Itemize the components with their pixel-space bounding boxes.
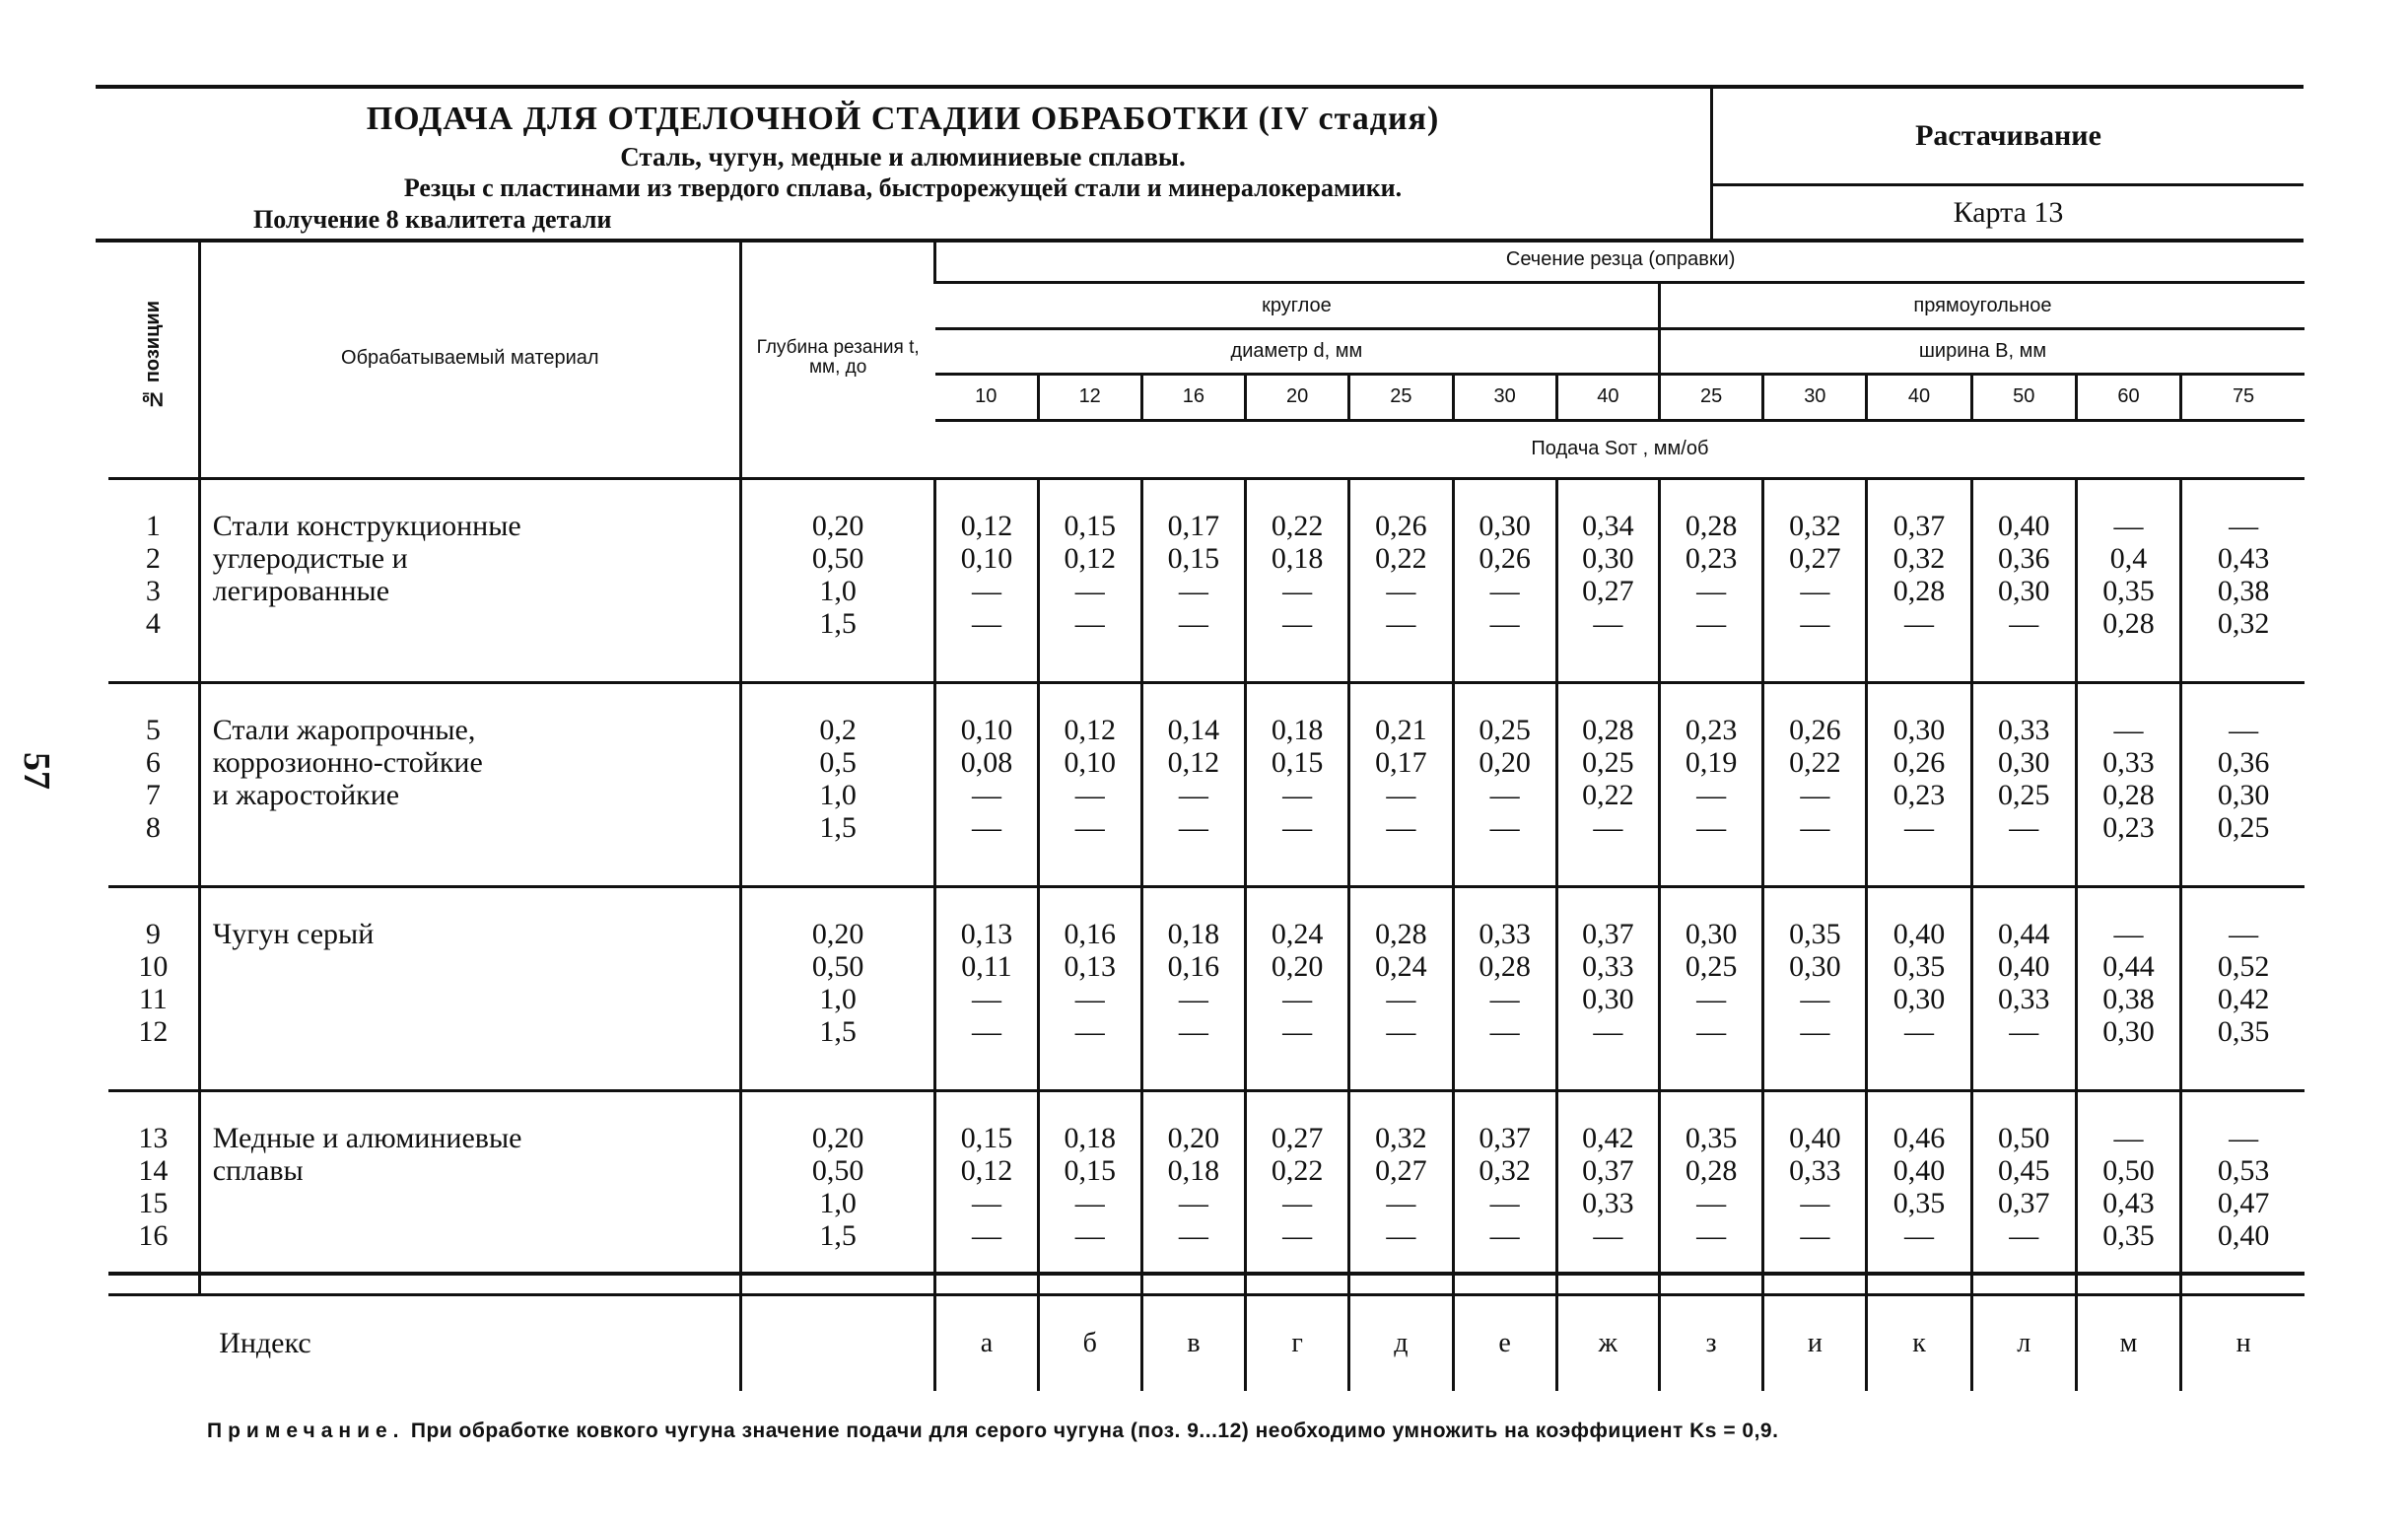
- position-header: [108, 239, 199, 479]
- feed-values: 0,32 0,27 — —: [1375, 1122, 1427, 1252]
- depth-values-cell: [740, 887, 934, 1091]
- feed-values: 0,40 0,35 0,30 —: [1892, 918, 1946, 1048]
- feed-values: 0,17 0,15 — —: [1167, 510, 1220, 640]
- feed-values: 0,42 0,37 0,33 —: [1582, 1122, 1634, 1252]
- feed-values: 0,14 0,12 — —: [1167, 714, 1220, 844]
- feed-values: 0,18 0,15 — —: [1271, 714, 1324, 844]
- feed-values-cell: [1453, 479, 1556, 683]
- size-header-cell: 60: [2076, 375, 2180, 420]
- position-numbers-cell: [108, 479, 199, 683]
- size-header-cell: 40: [1867, 375, 1971, 420]
- position-numbers-cell: [108, 887, 199, 1091]
- feed-table: [108, 239, 2305, 1391]
- feed-values-cell: [2076, 683, 2180, 887]
- feed-values: 0,40 0,36 0,30 —: [1998, 510, 2050, 640]
- size-header-cell: 30: [1453, 375, 1556, 420]
- feed-values: 0,30 0,26 0,23 —: [1892, 714, 1946, 844]
- depth-values: 0,2 0,5 1,0 1,5: [819, 714, 857, 844]
- feed-values-cell: [1349, 887, 1453, 1091]
- feed-values-cell: [1349, 479, 1453, 683]
- feed-values: — 0,50 0,43 0,35: [2102, 1122, 2155, 1252]
- size-header-cell: 75: [2181, 375, 2305, 420]
- index-cell: а: [935, 1295, 1038, 1392]
- position-numbers-cell: [108, 1091, 199, 1295]
- feed-values-cell: [1141, 479, 1245, 683]
- position-numbers-cell: [108, 683, 199, 887]
- material-name: Медные и алюминиевые сплавы: [212, 1122, 522, 1187]
- position-header-label: № позиции: [141, 301, 164, 410]
- feed-values-cell: [1038, 887, 1141, 1091]
- size-header-cell: 10: [935, 375, 1038, 420]
- feed-values-cell: [1349, 1091, 1453, 1295]
- feed-values: 0,26 0,22 — —: [1789, 714, 1841, 844]
- feed-values: 0,50 0,45 0,37 —: [1998, 1122, 2050, 1252]
- index-cell: з: [1659, 1295, 1762, 1392]
- page-number: 57: [16, 752, 57, 790]
- feed-values-cell: [1763, 1091, 1867, 1295]
- feed-values: 0,27 0,22 — —: [1271, 1122, 1324, 1252]
- feed-values: 0,16 0,13 — —: [1064, 918, 1116, 1048]
- size-header-cell: 50: [1971, 375, 2076, 420]
- feed-header: Подача Sот , мм/об: [935, 420, 2305, 478]
- round-sub-header: диаметр d, мм: [935, 328, 1660, 374]
- index-cell: ж: [1556, 1295, 1659, 1392]
- feed-values-cell: [1246, 887, 1349, 1091]
- feed-values-cell: [935, 683, 1038, 887]
- index-cell: д: [1349, 1295, 1453, 1392]
- feed-values-cell: [1453, 683, 1556, 887]
- feed-values-cell: [1867, 887, 1971, 1091]
- feed-values: 0,40 0,33 — —: [1789, 1122, 1841, 1252]
- feed-values: — 0,36 0,30 0,25: [2217, 714, 2270, 844]
- feed-values-cell: [1556, 887, 1659, 1091]
- footnote-lead: Примечание.: [207, 1419, 405, 1442]
- subtitle-tools: Резцы с пластинами из твердого сплава, быстрорежущей стали и минералокерамики.: [403, 173, 1403, 202]
- feed-values: 0,34 0,30 0,27 —: [1582, 510, 1634, 640]
- depth-header: Глубина резания t, мм, до: [740, 239, 934, 479]
- feed-values-cell: [2076, 479, 2180, 683]
- index-cell: б: [1038, 1295, 1141, 1392]
- feed-values-cell: [1659, 887, 1762, 1091]
- feed-values: 0,12 0,10 — —: [960, 510, 1013, 640]
- feed-values: 0,32 0,27 — —: [1789, 510, 1841, 640]
- feed-values-cell: [1141, 1091, 1245, 1295]
- feed-values: 0,33 0,28 — —: [1479, 918, 1531, 1048]
- index-label: Индекс: [219, 1327, 311, 1359]
- feed-values-cell: [1763, 887, 1867, 1091]
- feed-values: 0,30 0,26 — —: [1479, 510, 1531, 640]
- depth-values: 0,20 0,50 1,0 1,5: [811, 918, 864, 1048]
- feed-values: 0,20 0,18 — —: [1167, 1122, 1220, 1252]
- feed-values-cell: [1246, 479, 1349, 683]
- feed-values-cell: [1763, 479, 1867, 683]
- card-header: [96, 85, 2304, 242]
- size-header-cell: 25: [1349, 375, 1453, 420]
- feed-values-cell: [1349, 683, 1453, 887]
- feed-values: 0,37 0,32 0,28 —: [1892, 510, 1946, 640]
- feed-values: — 0,43 0,38 0,32: [2217, 510, 2270, 640]
- feed-values: 0,28 0,25 0,22 —: [1582, 714, 1634, 844]
- feed-values-cell: [1246, 1091, 1349, 1295]
- rect-header: прямоугольное: [1659, 283, 2305, 328]
- feed-values: 0,22 0,18 — —: [1271, 510, 1324, 640]
- feed-values: 0,44 0,40 0,33 —: [1998, 918, 2050, 1048]
- round-header: круглое: [935, 283, 1660, 328]
- feed-values: 0,13 0,11 — —: [960, 918, 1013, 1048]
- feed-values-cell: [1556, 1091, 1659, 1295]
- feed-values-cell: [1763, 683, 1867, 887]
- index-cell: л: [1971, 1295, 2076, 1392]
- feed-values-cell: [2076, 887, 2180, 1091]
- feed-values: 0,28 0,24 — —: [1375, 918, 1427, 1048]
- size-header-cell: 40: [1556, 375, 1659, 420]
- feed-values-cell: [1867, 1091, 1971, 1295]
- index-row: [108, 1295, 2305, 1392]
- index-cell: е: [1453, 1295, 1556, 1392]
- feed-values: 0,18 0,16 — —: [1167, 918, 1220, 1048]
- index-cell: в: [1141, 1295, 1245, 1392]
- feed-values-cell: [2076, 1091, 2180, 1295]
- feed-values-cell: [2181, 479, 2305, 683]
- feed-values: — 0,52 0,42 0,35: [2217, 918, 2270, 1048]
- feed-values-cell: [1971, 887, 2076, 1091]
- page-title: ПОДАЧА ДЛЯ ОТДЕЛОЧНОЙ СТАДИИ ОБРАБОТКИ (IV стадия): [366, 101, 1440, 137]
- feed-values-cell: [1038, 479, 1141, 683]
- feed-values: 0,21 0,17 — —: [1375, 714, 1427, 844]
- feed-values-cell: [1867, 479, 1971, 683]
- feed-values: — 0,33 0,28 0,23: [2102, 714, 2155, 844]
- rect-sub-header: ширина B, мм: [1659, 328, 2305, 374]
- feed-values: 0,10 0,08 — —: [960, 714, 1013, 844]
- material-name-cell: [199, 1091, 740, 1295]
- index-rule: [108, 1272, 2305, 1276]
- feed-values: — 0,44 0,38 0,30: [2102, 918, 2155, 1048]
- table-row: [108, 1091, 2305, 1295]
- feed-values: 0,33 0,30 0,25 —: [1998, 714, 2050, 844]
- feed-values: 0,24 0,20 — —: [1271, 918, 1324, 1048]
- feed-values-cell: [1038, 1091, 1141, 1295]
- depth-values: 0,20 0,50 1,0 1,5: [811, 1122, 864, 1252]
- feed-values: 0,35 0,28 — —: [1685, 1122, 1738, 1252]
- feed-values: 0,46 0,40 0,35 —: [1892, 1122, 1946, 1252]
- feed-values: 0,26 0,22 — —: [1375, 510, 1427, 640]
- feed-values-cell: [1659, 1091, 1762, 1295]
- feed-values: 0,25 0,20 — —: [1479, 714, 1531, 844]
- depth-values-cell: [740, 479, 934, 683]
- feed-values-cell: [2181, 887, 2305, 1091]
- feed-values-cell: [1141, 683, 1245, 887]
- feed-values-cell: [1453, 887, 1556, 1091]
- feed-values: — 0,53 0,47 0,40: [2217, 1122, 2270, 1252]
- feed-values: 0,37 0,33 0,30 —: [1582, 918, 1634, 1048]
- index-cell: н: [2181, 1295, 2305, 1392]
- size-header-cell: 30: [1763, 375, 1867, 420]
- feed-values: 0,28 0,23 — —: [1685, 510, 1738, 640]
- section-header: Сечение резца (оправки): [935, 239, 2305, 283]
- position-numbers: 1 2 3 4: [145, 510, 161, 640]
- header-title-block: [96, 89, 1713, 239]
- position-numbers: 9 10 11 12: [138, 918, 169, 1048]
- material-name-cell: [199, 683, 740, 887]
- table-row: [108, 683, 2305, 887]
- feed-values-cell: [1659, 683, 1762, 887]
- footnote-text: При обработке ковкого чугуна значение подачи для серого чугуна (поз. 9...12) необходимо умножить на коэффициент Ks = 0,9.: [410, 1419, 1779, 1442]
- feed-values: 0,15 0,12 — —: [960, 1122, 1013, 1252]
- material-name: Стали конструкционные углеродистые и легированные: [212, 510, 521, 607]
- feed-values: 0,12 0,10 — —: [1064, 714, 1116, 844]
- feed-values-cell: [935, 887, 1038, 1091]
- material-name: Чугун серый: [212, 918, 375, 950]
- index-cell: м: [2076, 1295, 2180, 1392]
- feed-values-cell: [2181, 1091, 2305, 1295]
- depth-values: 0,20 0,50 1,0 1,5: [811, 510, 864, 640]
- data-body: [108, 479, 2305, 1295]
- index-cell: г: [1246, 1295, 1349, 1392]
- table-row: [108, 887, 2305, 1091]
- feed-values-cell: [1971, 1091, 2076, 1295]
- feed-values-cell: [2181, 683, 2305, 887]
- size-header-cell: 16: [1141, 375, 1245, 420]
- operation-label: Растачивание: [1713, 89, 2304, 186]
- index-cell: и: [1763, 1295, 1867, 1392]
- feed-values-cell: [1453, 1091, 1556, 1295]
- feed-values-cell: [1246, 683, 1349, 887]
- size-header-cell: 12: [1038, 375, 1141, 420]
- feed-values-cell: [1867, 683, 1971, 887]
- feed-values: 0,23 0,19 — —: [1685, 714, 1738, 844]
- card-number: Карта 13: [1953, 195, 2064, 229]
- footnote: [207, 1419, 1778, 1443]
- material-name-cell: [199, 479, 740, 683]
- feed-values-cell: [1659, 479, 1762, 683]
- feed-values-cell: [1038, 683, 1141, 887]
- feed-values: — 0,4 0,35 0,28: [2102, 510, 2155, 640]
- feed-values-cell: [1971, 479, 2076, 683]
- subtitle-quality: Получение 8 квалитета детали: [253, 205, 612, 234]
- subtitle-materials: Сталь, чугун, медные и алюминиевые сплавы.: [620, 142, 1186, 172]
- material-name: Стали жаропрочные, коррозионно-стойкие и жаростойкие: [212, 714, 483, 811]
- feed-values-cell: [1556, 683, 1659, 887]
- feed-values: 0,35 0,30 — —: [1789, 918, 1841, 1048]
- size-header-cell: 20: [1246, 375, 1349, 420]
- material-header: Обрабатываемый материал: [199, 239, 740, 479]
- feed-values-cell: [1141, 887, 1245, 1091]
- feed-values-cell: [935, 479, 1038, 683]
- feed-values: 0,15 0,12 — —: [1064, 510, 1116, 640]
- feed-values: 0,37 0,32 — —: [1479, 1122, 1531, 1252]
- index-cell: к: [1867, 1295, 1971, 1392]
- material-name-cell: [199, 887, 740, 1091]
- feed-values: 0,18 0,15 — —: [1064, 1122, 1116, 1252]
- table-row: [108, 479, 2305, 683]
- feed-values-cell: [1556, 479, 1659, 683]
- depth-values-cell: [740, 1091, 934, 1295]
- feed-values-cell: [935, 1091, 1038, 1295]
- depth-values-cell: [740, 683, 934, 887]
- position-numbers: 13 14 15 16: [138, 1122, 169, 1252]
- size-header-cell: 25: [1659, 375, 1762, 420]
- position-numbers: 5 6 7 8: [145, 714, 161, 844]
- feed-values: 0,30 0,25 — —: [1685, 918, 1738, 1048]
- feed-values-cell: [1971, 683, 2076, 887]
